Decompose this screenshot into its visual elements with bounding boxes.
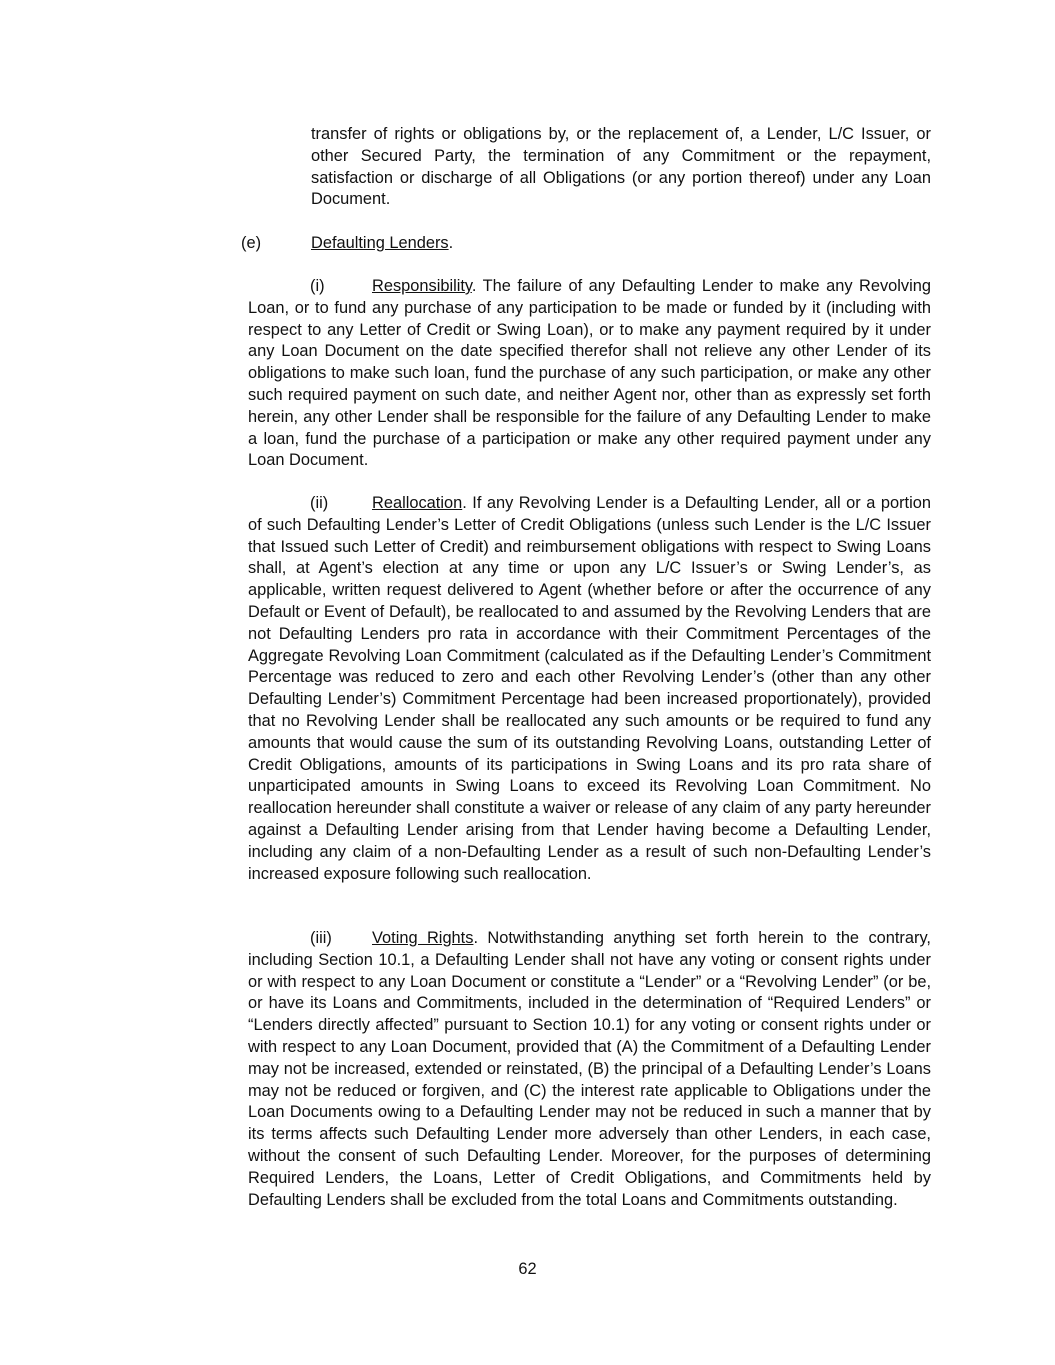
section-title: Defaulting Lenders <box>311 234 449 252</box>
paragraph-body: . The failure of any Defaulting Lender to make any Revolving Loan, or to fund any purchase of any participation to be made or funded by it (including with respect to any Letter of Credit or Swing Loan), or to make any payment required by it under any Loan Document on the date specified therefor shall not relieve any other Lender of its obligations to make such loan, fund the purchase of any such participation, or make any other such required payment on such date, and neither Agent nor, other than as expressly set forth herein, any other Lender shall be responsible for the failure of any Defaulting Lender to make a loan, fund the purchase of a participation or make any other required payment under any Loan Document. <box>248 277 931 470</box>
continuation-paragraph: transfer of rights or obligations by, or the replacement of, a Lender, L/C Issuer, or other Secured Party, the termination of any Commitment or the repayment, satisfaction or discharge of all Obligations (or any portion thereof) under any Loan Document. <box>311 125 931 209</box>
section-title-suffix: . <box>448 234 454 252</box>
paragraph-title: Voting Rights <box>372 929 474 947</box>
section-number: (e) <box>241 234 262 252</box>
paragraph-title: Reallocation <box>372 494 463 512</box>
paragraph-voting-rights <box>248 928 931 1211</box>
paragraph-number: (iii) <box>310 929 332 947</box>
paragraph-title: Responsibility <box>372 277 472 295</box>
paragraph-number: (i) <box>310 277 325 295</box>
paragraph-reallocation <box>248 493 931 885</box>
paragraph-responsibility <box>248 276 931 472</box>
page-number: 62 <box>518 1260 537 1278</box>
section-heading-e <box>241 233 453 255</box>
paragraph-number: (ii) <box>310 494 329 512</box>
paragraph-body: . If any Revolving Lender is a Defaulting Lender, all or a portion of such Defaulting Lender’s Letter of Credit Obligations (unless such Lender is the L/C Issuer that Issued such Letter of Credit) and reimbursement obligations with respect to Swing Loans shall, at Agent’s election at any time or upon any L/C Issuer’s or Swing Lender’s, as applicable, written request delivered to Agent (whether before or after the occurrence of any Default or Event of Default), be reallocated to and assumed by the Revolving Lenders that are not Defaulting Lenders pro rata in accordance with their Commitment Percentages of the Aggregate Revolving Loan Commitment (calculated as if the Defaulting Lender’s Commitment Percentage was reduced to zero and each other Revolving Lender’s (other than any other Defaulting Lender’s) Commitment Percentage had been increased proportionately), provided that no Revolving Lender shall be reallocated any such amounts or be required to fund any amounts that would cause the sum of its outstanding Revolving Loans, outstanding Letter of Credit Obligations, amounts of its participations in Swing Loans and its pro rata share of unparticipated amounts in Swing Loans to exceed its Revolving Loan Commitment. No reallocation hereunder shall constitute a waiver or release of any claim of any party hereunder against a Defaulting Lender arising from that Lender having become a Defaulting Lender, including any claim of a non-Defaulting Lender as a result of such non-Defaulting Lender’s increased exposure following such reallocation. <box>248 494 931 883</box>
paragraph-body: . Notwithstanding anything set forth herein to the contrary, including Section 10.1, a Defaulting Lender shall not have any voting or consent rights under or with respect to any Loan Document or constitute a “Lender” or a “Revolving Lender” (or be, or have its Loans and Commitments, included in the determination of “Required Lenders” or “Lenders directly affected” pursuant to Section 10.1) for any voting or consent rights under or with respect to any Loan Document, provided that (A) the Commitment of a Defaulting Lender may not be increased, extended or reinstated, (B) the principal of a Defaulting Lender’s Loans may not be reduced or forgiven, and (C) the interest rate applicable to Obligations under the Loan Documents owing to a Defaulting Lender may not be reduced in such a manner that by its terms affects such Defaulting Lender more adversely than other Lenders, in each case, without the consent of such Defaulting Lender. Moreover, for the purposes of determining Required Lenders, the Loans, Letter of Credit Obligations, and Commitments held by Defaulting Lenders shall be excluded from the total Loans and Commitments outstanding. <box>248 929 931 1209</box>
